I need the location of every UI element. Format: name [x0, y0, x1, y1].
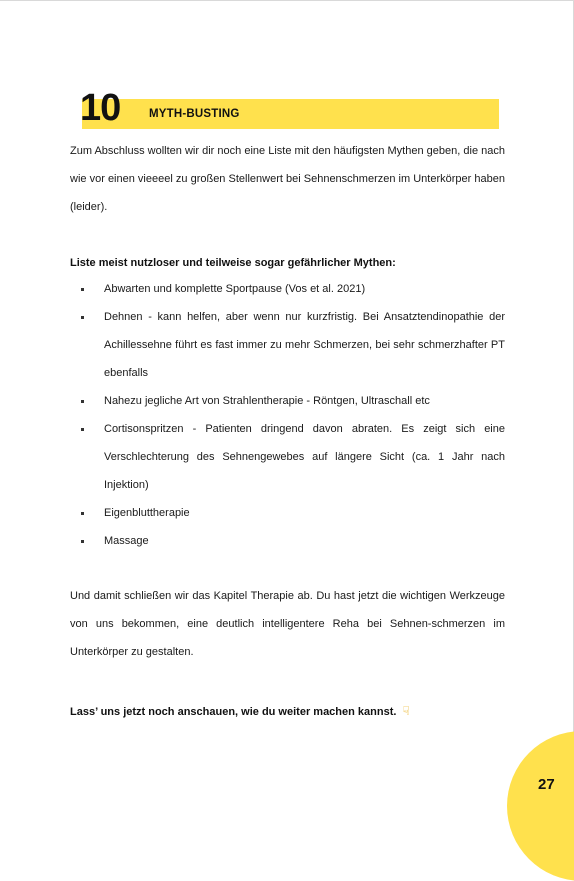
chapter-header-band: [82, 99, 499, 129]
myth-text: Eigenbluttherapie: [104, 507, 190, 519]
chapter-title: MYTH-BUSTING: [149, 108, 240, 120]
bullet-icon: [81, 512, 84, 515]
myth-text: Massage: [104, 535, 149, 547]
pointing-down-hand-icon: ☟: [402, 704, 410, 718]
myth-list-heading: Liste meist nutzloser und teilweise sogar gefährlicher Mythen:: [70, 257, 396, 269]
list-item: [70, 499, 505, 527]
myth-text: Nahezu jegliche Art von Strahlentherapie - Röntgen, Ultraschall etc: [104, 395, 430, 407]
myth-text: Cortisonspritzen - Patienten dringend davon abraten. Es zeigt sich eine Verschlechterung des Sehnengewebes auf längere Sicht (ca. 1 Jahr nach Injektion): [104, 423, 505, 491]
page-number: 27: [538, 776, 555, 793]
myth-text: Dehnen - kann helfen, aber wenn nur kurzfristig. Bei Ansatztendinopathie der Achillessehne führt es fast immer zu mehr Schmerzen, bei sehr schmerzhafter PT ebenfalls: [104, 311, 505, 379]
list-item: [70, 387, 505, 415]
myth-list: [70, 275, 505, 555]
myth-text: Abwarten und komplette Sportpause (Vos et al. 2021): [104, 283, 366, 295]
bullet-icon: [81, 400, 84, 403]
chapter-number: 10: [80, 87, 121, 129]
closing-text: Lass’ uns jetzt noch anschauen, wie du weiter machen kannst.: [70, 706, 397, 718]
list-item: [70, 303, 505, 387]
bullet-icon: [81, 316, 84, 319]
list-item: [70, 415, 505, 499]
bullet-icon: [81, 428, 84, 431]
list-item: [70, 527, 505, 555]
closing-line: [70, 697, 410, 726]
bullet-icon: [81, 288, 84, 291]
list-item: [70, 275, 505, 303]
intro-paragraph: Zum Abschluss wollten wir dir noch eine Liste mit den häufigsten Mythen geben, die nach wie vor einen vieeeel zu großen Stellenwert bei Sehnenschmerzen im Unterkörper haben (leider).: [70, 145, 505, 213]
conclusion-paragraph: Und damit schließen wir das Kapitel Therapie ab. Du hast jetzt die wichtigen Werkzeuge von uns bekommen, eine deutlich intelligentere Reha bei Sehnen-schmerzen im Unterkörper zu gestalten.: [70, 590, 505, 658]
bullet-icon: [81, 540, 84, 543]
